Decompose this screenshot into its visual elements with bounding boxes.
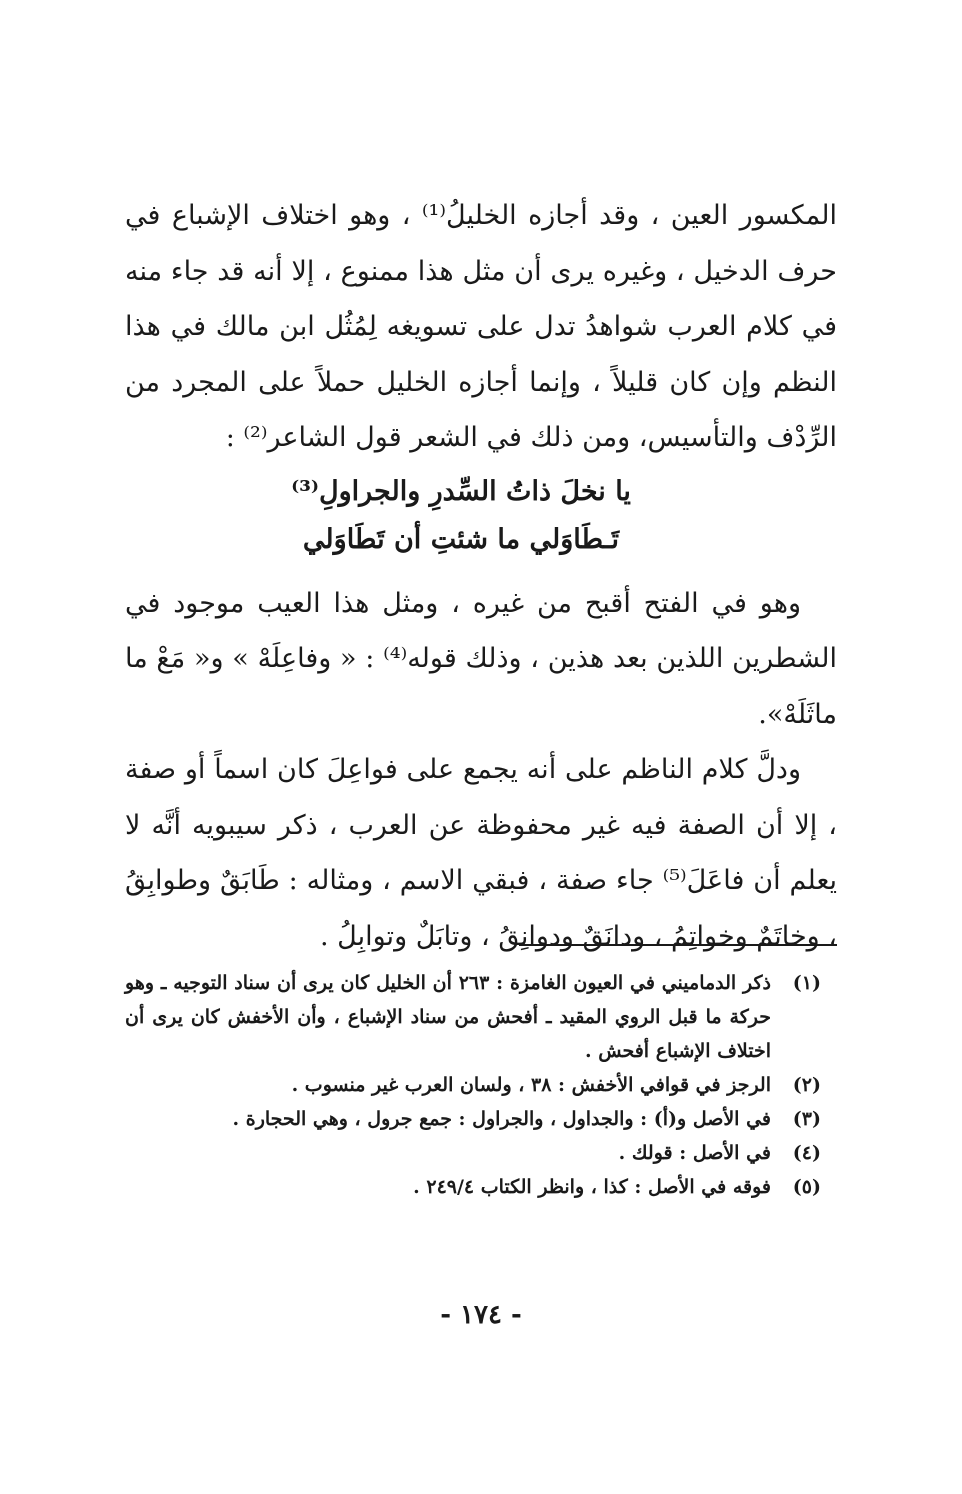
- footnote-text: فوقه في الأصل : كذا ، وانظر الكتاب ٢٤٩/٤ .: [413, 1176, 771, 1198]
- footnote-2: [125, 1068, 837, 1102]
- footnote-number: (١): [792, 972, 821, 994]
- poem-verse: [125, 468, 837, 564]
- footnote-5: [125, 1170, 837, 1204]
- main-text: [125, 188, 837, 964]
- footnote-text: في الأصل و(أ) : والجداول ، والجراول : جمع جرول ، وهي الحجارة .: [232, 1108, 771, 1130]
- paragraph-1: المكسور العين ، وقد أجازه الخليلُ⁽¹⁾ ، وهو اختلاف الإشباع في حرف الدخيل ، وغيره يرى أن مثل هذا ممنوع ، إلا أنه قد جاء منه في كلام العرب شواهدُ تدل على تسويغه لِمُثُل ابن مالك في هذا النظم وإن كان قليلاً ، وإنما أجازه الخليل حملاً على المجرد من الرِّدْف والتأسيس، ومن ذلك في الشعر قول الشاعر⁽²⁾ :: [125, 200, 837, 453]
- footnote-number: (٢): [792, 1074, 821, 1096]
- verse-line-1: يا نخلَ ذاتُ السِّدرِ والجراولِ⁽³⁾: [291, 475, 631, 507]
- footnote-number: (٥): [792, 1176, 821, 1198]
- footnote-1: [125, 966, 837, 1068]
- footnote-text: الرجز في قوافي الأخفش : ٣٨ ، ولسان العرب غير منسوب .: [291, 1074, 771, 1096]
- footnote-text: ذكر الدماميني في العيون الغامزة : ٢٦٣ أن الخليل كان يرى أن سناد التوجيه ـ وهو حركة ما قبل الروي المقيد ـ أفحش من سناد الإشباع ، وأن الأخفش كان يرى أن اختلاف الإشباع أفحش .: [125, 972, 771, 1062]
- footnotes: [125, 966, 837, 1204]
- paragraph-2: وهو في الفتح أقبح من غيره ، ومثل هذا العيب موجود في الشطرين اللذين بعد هذين ، وذلك قوله⁽⁴⁾ : « وفاعِلَهْ » و« مَعْ ما ماثَلَهْ».: [125, 587, 838, 730]
- footnote-4: [125, 1136, 837, 1170]
- page-number: - ١٧٤ -: [440, 1300, 522, 1330]
- footnote-number: (٣): [792, 1108, 821, 1130]
- footnote-3: [125, 1102, 837, 1136]
- verse-line-2: تَـطَاوَلي ما شئتِ أن تَطَاوَلي: [302, 523, 620, 555]
- footnote-number: (٤): [792, 1142, 821, 1164]
- footnote-separator: [519, 944, 837, 946]
- paragraph-3: ودلَّ كلام الناظم على أنه يجمع على فواعِلَ كان اسماً أو صفة ، إلا أن الصفة فيه غير محفوظة عن العرب ، ذكر سيبويه أنَّه لا يعلم أن فاعَلَ⁽⁵⁾ جاء صفة ، فبقي الاسم ، ومثاله : طَابَقٌ وطوابِقُ ، وخاتَمٌ وخواتِمُ ، ودانَقٌ ودوانِقُ ، وتابَلٌ وتوابِلُ .: [125, 754, 837, 952]
- footnote-text: في الأصل : قولك .: [618, 1142, 771, 1164]
